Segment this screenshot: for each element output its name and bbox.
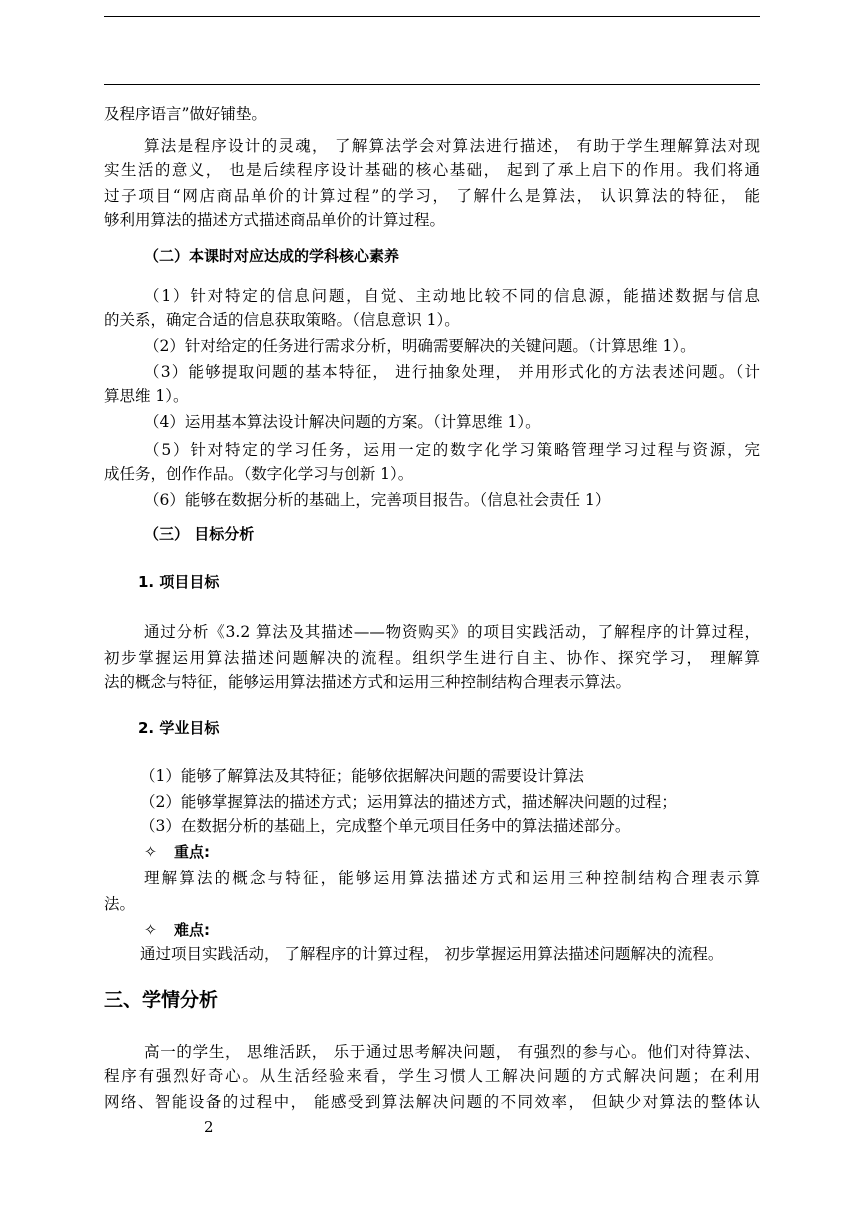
paragraph-line: （1）能够了解算法及其特征；能够依据解决问题的需要设计算法 — [140, 767, 584, 785]
paragraph-line: 法的概念与特征，能够运用算法描述方式和运用三种控制结构合理表示算法。 — [104, 673, 632, 691]
key-point-label — [144, 842, 800, 862]
paragraph-line: 程序有强烈好奇心。从生活经验来看，学生习惯人工解决问题的方式解决问题；在利用 — [104, 1067, 760, 1085]
paragraph-line: （1）针对特定的信息问题，自觉、主动地比较不同的信息源，能描述数据与信息 — [144, 287, 760, 305]
paragraph-line: 初步掌握运用算法描述问题解决的流程。组织学生进行自主、协作、探究学习， 理解算 — [104, 649, 760, 667]
paragraph-line: 的关系，确定合适的信息获取策略。（信息意识 1）。 — [104, 311, 460, 329]
paragraph-line: 算思维 1）。 — [104, 387, 189, 405]
paragraph-line: 法。 — [104, 895, 136, 913]
paragraph-line: 通过分析《3.2 算法及其描述——物资购买》的项目实践活动，了解程序的计算过程， — [144, 623, 760, 641]
paragraph-line: 通过项目实践活动， 了解程序的计算过程， 初步掌握运用算法描述问题解决的流程。 — [140, 945, 724, 963]
paragraph-line: （3）能够提取问题的基本特征， 进行抽象处理， 并用形式化的方法表述问题。（计 — [144, 363, 760, 381]
paragraph-line: （5）针对特定的学习任务，运用一定的数字化学习策略管理学习过程与资源，完 — [144, 441, 760, 459]
header-rule-top — [104, 16, 760, 17]
paragraph-line: 实生活的意义， 也是后续程序设计基础的核心基础， 起到了承上启下的作用。我们将通 — [104, 161, 760, 179]
subsection-heading: 1. 项目目标 — [138, 573, 220, 591]
paragraph-line: （2）能够掌握算法的描述方式；运用算法的描述方式，描述解决问题的过程； — [140, 793, 677, 811]
paragraph-line: 高一的学生， 思维活跃， 乐于通过思考解决问题， 有强烈的参与心。他们对待算法、 — [144, 1043, 760, 1061]
difficulty-label — [144, 920, 800, 940]
section-heading: （三） 目标分析 — [144, 525, 255, 543]
section-heading: （二）本课时对应达成的学科核心素养 — [144, 247, 400, 265]
paragraph-line: （6）能够在数据分析的基础上，完善项目报告。（信息社会责任 1） — [144, 491, 611, 509]
subsection-heading: 2. 学业目标 — [138, 719, 220, 737]
paragraph-line: 够利用算法的描述方式描述商品单价的计算过程。 — [104, 211, 446, 229]
diamond-bullet-icon: ✧ — [144, 843, 157, 861]
paragraph-line: （2）针对给定的任务进行需求分析，明确需要解决的关键问题。（计算思维 1）。 — [144, 337, 696, 355]
paragraph-line: 算法是程序设计的灵魂， 了解算法学会对算法进行描述， 有助于学生理解算法对现 — [144, 137, 760, 155]
diamond-bullet-icon: ✧ — [144, 921, 157, 939]
paragraph-line: （4）运用基本算法设计解决问题的方案。（计算思维 1）。 — [144, 413, 541, 431]
paragraph-line: 理解算法的概念与特征，能够运用算法描述方式和运用三种控制结构合理表示算 — [144, 869, 760, 887]
label-text: 难点: — [174, 921, 210, 939]
chapter-heading: 三、学情分析 — [104, 989, 219, 1011]
paragraph-line: 及程序语言”做好铺垫。 — [104, 105, 267, 123]
paragraph-line: （3）在数据分析的基础上，完成整个单元项目任务中的算法描述部分。 — [140, 817, 631, 835]
label-text: 重点: — [174, 843, 210, 861]
paragraph-line: 过子项目“网店商品单价的计算过程”的学习， 了解什么是算法， 认识算法的特征， 能 — [104, 187, 760, 205]
paragraph-line: 成任务，创作作品。（数字化学习与创新 1）。 — [104, 465, 414, 483]
paragraph-line: 网络、智能设备的过程中， 能感受到算法解决问题的不同效率， 但缺少对算法的整体认 — [104, 1093, 760, 1111]
page-number: 2 — [204, 1118, 214, 1136]
header-rule-bottom — [104, 84, 760, 85]
